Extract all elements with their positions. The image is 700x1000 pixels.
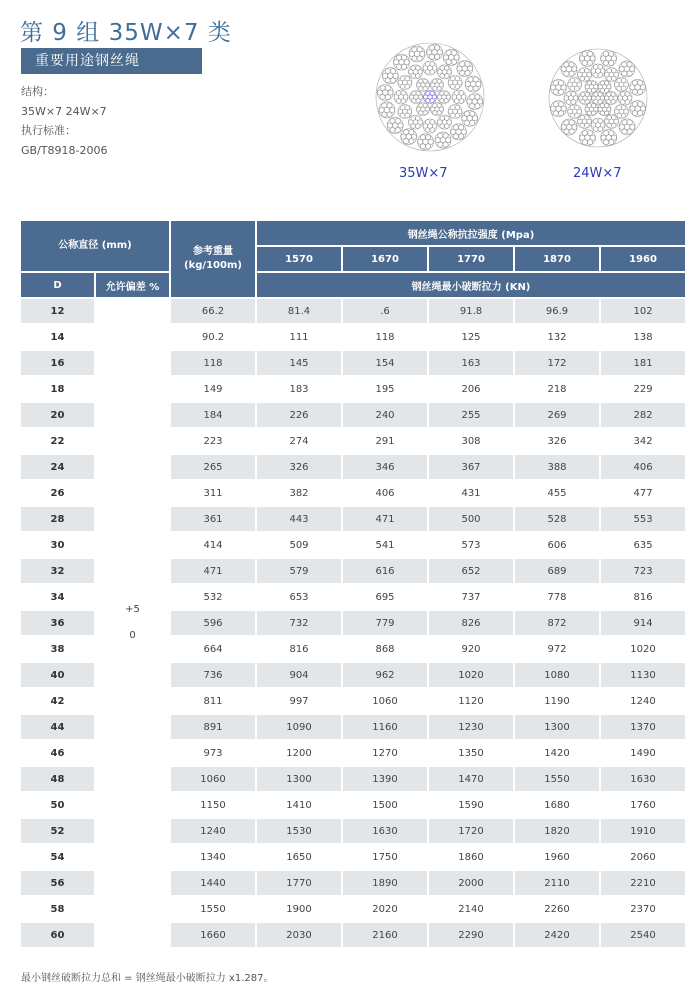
table-row: [21, 299, 685, 325]
breaking-force-cell: 2210: [601, 871, 685, 897]
breaking-force-cell: 2140: [429, 897, 513, 923]
breaking-force-cell: 737: [429, 585, 513, 611]
breaking-force-cell: 195: [343, 377, 427, 403]
breaking-force-cell: 406: [601, 455, 685, 481]
rope-label-24w7: 24W×7: [573, 166, 622, 181]
breaking-force-cell: 163: [429, 351, 513, 377]
breaking-force-cell: 1350: [429, 741, 513, 767]
breaking-force-cell: 125: [429, 325, 513, 351]
tolerance-upper: +5: [125, 604, 140, 615]
breaking-force-cell: 118: [343, 325, 427, 351]
diameter-cell: 50: [21, 793, 94, 819]
breaking-force-cell: 1770: [257, 871, 341, 897]
breaking-force-cell: 541: [343, 533, 427, 559]
breaking-force-cell: 962: [343, 663, 427, 689]
diameter-cell: 54: [21, 845, 94, 871]
breaking-force-cell: 477: [601, 481, 685, 507]
diameter-cell: 56: [21, 871, 94, 897]
breaking-force-cell: 2260: [515, 897, 599, 923]
breaking-force-cell: 2110: [515, 871, 599, 897]
diameter-cell: 58: [21, 897, 94, 923]
breaking-force-cell: 689: [515, 559, 599, 585]
breaking-force-cell: 652: [429, 559, 513, 585]
rope-cross-section-35w7: [375, 42, 485, 152]
weight-cell: 90.2: [171, 325, 255, 351]
breaking-force-cell: 138: [601, 325, 685, 351]
weight-cell: 1150: [171, 793, 255, 819]
breaking-force-cell: 1630: [343, 819, 427, 845]
breaking-force-cell: 2030: [257, 923, 341, 949]
breaking-force-cell: 1530: [257, 819, 341, 845]
breaking-force-cell: 2370: [601, 897, 685, 923]
breaking-force-cell: 1390: [343, 767, 427, 793]
grade-header: 1670: [343, 247, 427, 273]
breaking-force-cell: 972: [515, 637, 599, 663]
breaking-force-cell: 181: [601, 351, 685, 377]
breaking-force-cell: 1130: [601, 663, 685, 689]
weight-cell: 361: [171, 507, 255, 533]
diameter-cell: 20: [21, 403, 94, 429]
breaking-force-cell: 579: [257, 559, 341, 585]
weight-cell: 66.2: [171, 299, 255, 325]
breaking-force-cell: 997: [257, 689, 341, 715]
breaking-force-cell: 2420: [515, 923, 599, 949]
diameter-cell: 32: [21, 559, 94, 585]
breaking-force-cell: 1090: [257, 715, 341, 741]
breaking-force-cell: 388: [515, 455, 599, 481]
tolerance-header: 允许偏差 %: [96, 273, 169, 299]
breaking-force-cell: 282: [601, 403, 685, 429]
spec-table-body: [21, 299, 685, 949]
breaking-force-cell: 2290: [429, 923, 513, 949]
breaking-force-cell: 695: [343, 585, 427, 611]
structure-label: 结构：: [21, 85, 54, 98]
breaking-force-cell: 240: [343, 403, 427, 429]
breaking-force-cell: 816: [601, 585, 685, 611]
breaking-force-cell: 1300: [515, 715, 599, 741]
weight-cell: 414: [171, 533, 255, 559]
footnote: 最小钢丝破断拉力总和 = 钢丝绳最小破断拉力 x1.287。: [21, 973, 274, 984]
breaking-force-cell: 1910: [601, 819, 685, 845]
breaking-force-cell: 367: [429, 455, 513, 481]
breaking-force-cell: 2060: [601, 845, 685, 871]
breaking-force-cell: 723: [601, 559, 685, 585]
strength-header: 钢丝绳公称抗拉强度 (Mpa): [257, 221, 685, 247]
tolerance-lower: 0: [129, 630, 136, 641]
breaking-force-cell: 102: [601, 299, 685, 325]
breaking-force-cell: 826: [429, 611, 513, 637]
breaking-force-cell: 1240: [601, 689, 685, 715]
breaking-force-cell: 206: [429, 377, 513, 403]
weight-cell: 891: [171, 715, 255, 741]
breaking-force-cell: 1750: [343, 845, 427, 871]
weight-cell: 736: [171, 663, 255, 689]
breaking-force-cell: 1680: [515, 793, 599, 819]
breaking-force-cell: 471: [343, 507, 427, 533]
breaking-force-cell: 816: [257, 637, 341, 663]
breaking-force-header: 钢丝绳最小破断拉力 (KN): [257, 273, 685, 299]
breaking-force-cell: 1630: [601, 767, 685, 793]
diameter-cell: 26: [21, 481, 94, 507]
breaking-force-cell: 509: [257, 533, 341, 559]
weight-cell: 265: [171, 455, 255, 481]
rope-cross-section-24w7: [548, 48, 648, 148]
breaking-force-cell: 1820: [515, 819, 599, 845]
weight-cell: 811: [171, 689, 255, 715]
breaking-force-cell: 229: [601, 377, 685, 403]
breaking-force-cell: 255: [429, 403, 513, 429]
breaking-force-cell: 1020: [601, 637, 685, 663]
breaking-force-cell: 145: [257, 351, 341, 377]
weight-header-line2: (kg/100m): [184, 260, 242, 271]
diameter-cell: 28: [21, 507, 94, 533]
weight-cell: 149: [171, 377, 255, 403]
breaking-force-cell: 226: [257, 403, 341, 429]
breaking-force-cell: 778: [515, 585, 599, 611]
breaking-force-cell: 1200: [257, 741, 341, 767]
breaking-force-cell: 382: [257, 481, 341, 507]
breaking-force-cell: 553: [601, 507, 685, 533]
weight-cell: 664: [171, 637, 255, 663]
breaking-force-cell: 606: [515, 533, 599, 559]
d-header: D: [21, 273, 94, 299]
breaking-force-cell: 1890: [343, 871, 427, 897]
diameter-cell: 48: [21, 767, 94, 793]
breaking-force-cell: 1420: [515, 741, 599, 767]
breaking-force-cell: 1720: [429, 819, 513, 845]
breaking-force-cell: 1410: [257, 793, 341, 819]
standard-label: 执行标准：: [21, 124, 76, 137]
breaking-force-cell: 779: [343, 611, 427, 637]
breaking-force-cell: .6: [343, 299, 427, 325]
diameter-cell: 12: [21, 299, 94, 325]
diameter-cell: 38: [21, 637, 94, 663]
breaking-force-cell: 96.9: [515, 299, 599, 325]
breaking-force-cell: 1470: [429, 767, 513, 793]
breaking-force-cell: 269: [515, 403, 599, 429]
breaking-force-cell: 904: [257, 663, 341, 689]
breaking-force-cell: 2540: [601, 923, 685, 949]
breaking-force-cell: 1300: [257, 767, 341, 793]
breaking-force-cell: 111: [257, 325, 341, 351]
weight-cell: 223: [171, 429, 255, 455]
breaking-force-cell: 274: [257, 429, 341, 455]
diameter-cell: 30: [21, 533, 94, 559]
breaking-force-cell: 1020: [429, 663, 513, 689]
diameter-cell: 46: [21, 741, 94, 767]
breaking-force-cell: 443: [257, 507, 341, 533]
diameter-cell: 44: [21, 715, 94, 741]
page-title: 第 9 组 35W×7 类: [20, 20, 232, 46]
weight-header: [171, 221, 255, 299]
breaking-force-cell: 914: [601, 611, 685, 637]
breaking-force-cell: 1190: [515, 689, 599, 715]
breaking-force-cell: 326: [515, 429, 599, 455]
diameter-cell: 16: [21, 351, 94, 377]
breaking-force-cell: 872: [515, 611, 599, 637]
breaking-force-cell: 81.4: [257, 299, 341, 325]
weight-cell: 1660: [171, 923, 255, 949]
breaking-force-cell: 172: [515, 351, 599, 377]
weight-cell: 1340: [171, 845, 255, 871]
breaking-force-cell: 455: [515, 481, 599, 507]
diameter-cell: 36: [21, 611, 94, 637]
breaking-force-cell: 920: [429, 637, 513, 663]
breaking-force-cell: 1370: [601, 715, 685, 741]
breaking-force-cell: 1860: [429, 845, 513, 871]
grade-header: 1960: [601, 247, 685, 273]
grade-header: 1870: [515, 247, 599, 273]
nominal-diameter-header: 公称直径 (mm): [21, 221, 169, 273]
weight-cell: 1440: [171, 871, 255, 897]
breaking-force-cell: 1230: [429, 715, 513, 741]
section-subtitle: 重要用途钢丝绳: [21, 48, 202, 74]
breaking-force-cell: 1550: [515, 767, 599, 793]
breaking-force-cell: 1500: [343, 793, 427, 819]
breaking-force-cell: 183: [257, 377, 341, 403]
breaking-force-cell: 653: [257, 585, 341, 611]
breaking-force-cell: 1490: [601, 741, 685, 767]
diameter-cell: 22: [21, 429, 94, 455]
spec-meta: [21, 82, 107, 160]
weight-cell: 532: [171, 585, 255, 611]
breaking-force-cell: 2020: [343, 897, 427, 923]
breaking-force-cell: 1080: [515, 663, 599, 689]
weight-cell: 1060: [171, 767, 255, 793]
grade-header: 1570: [257, 247, 341, 273]
breaking-force-cell: 500: [429, 507, 513, 533]
breaking-force-cell: 308: [429, 429, 513, 455]
breaking-force-cell: 346: [343, 455, 427, 481]
breaking-force-cell: 431: [429, 481, 513, 507]
breaking-force-cell: 2160: [343, 923, 427, 949]
breaking-force-cell: 291: [343, 429, 427, 455]
weight-cell: 973: [171, 741, 255, 767]
structure-value: 35W×7 24W×7: [21, 104, 107, 118]
rope-label-35w7: 35W×7: [399, 166, 448, 181]
weight-cell: 118: [171, 351, 255, 377]
breaking-force-cell: 1120: [429, 689, 513, 715]
breaking-force-cell: 1160: [343, 715, 427, 741]
breaking-force-cell: 342: [601, 429, 685, 455]
breaking-force-cell: 635: [601, 533, 685, 559]
breaking-force-cell: 326: [257, 455, 341, 481]
diameter-cell: 18: [21, 377, 94, 403]
breaking-force-cell: 132: [515, 325, 599, 351]
breaking-force-cell: 573: [429, 533, 513, 559]
tolerance-cell: [96, 299, 169, 949]
diameter-cell: 52: [21, 819, 94, 845]
breaking-force-cell: 1900: [257, 897, 341, 923]
diameter-cell: 34: [21, 585, 94, 611]
diameter-cell: 42: [21, 689, 94, 715]
grade-header: 1770: [429, 247, 513, 273]
diameter-cell: 14: [21, 325, 94, 351]
breaking-force-cell: 1060: [343, 689, 427, 715]
breaking-force-cell: 154: [343, 351, 427, 377]
weight-cell: 1550: [171, 897, 255, 923]
breaking-force-cell: 218: [515, 377, 599, 403]
breaking-force-cell: 1650: [257, 845, 341, 871]
standard-value: GB/T8918-2006: [21, 143, 108, 157]
breaking-force-cell: 528: [515, 507, 599, 533]
diameter-cell: 24: [21, 455, 94, 481]
weight-cell: 311: [171, 481, 255, 507]
weight-header-line1: 参考重量: [193, 246, 233, 257]
weight-cell: 1240: [171, 819, 255, 845]
breaking-force-cell: 1960: [515, 845, 599, 871]
breaking-force-cell: 91.8: [429, 299, 513, 325]
breaking-force-cell: 868: [343, 637, 427, 663]
breaking-force-cell: 732: [257, 611, 341, 637]
weight-cell: 184: [171, 403, 255, 429]
diameter-cell: 60: [21, 923, 94, 949]
breaking-force-cell: 406: [343, 481, 427, 507]
breaking-force-cell: 1590: [429, 793, 513, 819]
diameter-cell: 40: [21, 663, 94, 689]
breaking-force-cell: 1760: [601, 793, 685, 819]
breaking-force-cell: 1270: [343, 741, 427, 767]
weight-cell: 471: [171, 559, 255, 585]
breaking-force-cell: 2000: [429, 871, 513, 897]
weight-cell: 596: [171, 611, 255, 637]
spec-table: [19, 221, 687, 949]
breaking-force-cell: 616: [343, 559, 427, 585]
